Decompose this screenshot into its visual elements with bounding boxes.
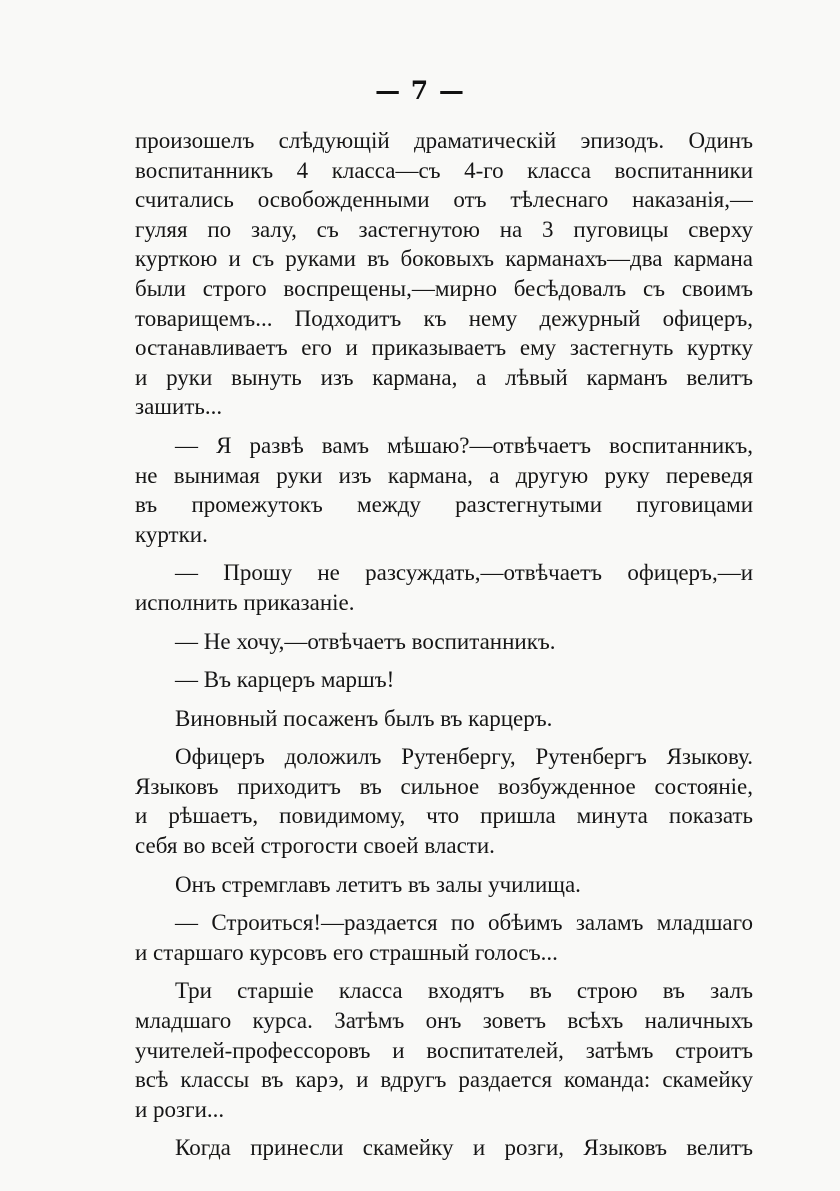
paragraph-gap bbox=[135, 1124, 753, 1133]
text-line: въ промежутокъ между разстегнутыми пуговицами bbox=[135, 492, 753, 518]
text-line: были строго воспрещены,—мирно бесѣдовалъ съ своимъ bbox=[135, 275, 753, 301]
text-line: произошелъ слѣдующій драматическій эпизодъ. Одинъ bbox=[135, 128, 753, 153]
paragraph-gap bbox=[135, 967, 753, 976]
text-line: не вынимая руки изъ кармана, а другую руку переведя bbox=[135, 462, 753, 488]
text-line: себя во всей строгости своей власти. bbox=[135, 833, 495, 859]
text-line: — Въ карцеръ маршъ! bbox=[175, 667, 395, 693]
text-line: — Строиться!—раздается по обѣимъ заламъ младшаго bbox=[175, 910, 753, 936]
text-line: считались освобожденными отъ тѣлеснаго наказанія,— bbox=[135, 187, 753, 213]
text-line: зашить... bbox=[135, 394, 223, 420]
text-line: и рѣшаетъ, повидимому, что пришла минута показать bbox=[135, 803, 753, 829]
paragraph-gap bbox=[135, 549, 753, 558]
text-line: и старшаго курсовъ его страшный голосъ... bbox=[135, 939, 558, 965]
text-line: курткою и съ руками въ боковыхъ карманахъ—два кармана bbox=[135, 246, 753, 272]
page-number: — 7 — bbox=[375, 76, 465, 105]
text-line: Три старшіе класса входятъ въ строю въ залъ bbox=[175, 978, 753, 1004]
paragraph-gap bbox=[135, 861, 753, 870]
body-text bbox=[135, 126, 753, 1163]
text-line: — Я развѣ вамъ мѣшаю?—отвѣчаетъ воспитанникъ, bbox=[175, 432, 753, 458]
text-line: учителей-профессоровъ и воспитателей, затѣмъ строитъ bbox=[135, 1037, 753, 1063]
paragraph-gap bbox=[135, 899, 753, 908]
text-line: всѣ классы въ карэ, и вдругъ раздается команда: скамейку bbox=[135, 1067, 753, 1093]
text-line: останавливаетъ его и приказываетъ ему застегнуть куртку bbox=[135, 335, 753, 361]
text-line: младшаго курса. Затѣмъ онъ зоветъ всѣхъ наличныхъ bbox=[135, 1008, 753, 1034]
text-line: Онъ стремглавъ летитъ въ залы училища. bbox=[175, 871, 581, 897]
text-line: исполнить приказаніе. bbox=[135, 589, 355, 615]
text-line: товарищемъ... Подходитъ къ нему дежурный офицеръ, bbox=[135, 305, 753, 331]
text-line: и руки вынуть изъ кармана, а лѣвый карманъ велитъ bbox=[135, 364, 753, 390]
paragraph-gap bbox=[135, 733, 753, 742]
paragraph-gap bbox=[135, 695, 753, 704]
text-line: и розги... bbox=[135, 1096, 225, 1122]
text-line: Виновный посаженъ былъ въ карцеръ. bbox=[175, 705, 553, 731]
paragraph-gap bbox=[135, 618, 753, 627]
text-line: — Не хочу,—отвѣчаетъ воспитанникъ. bbox=[175, 628, 556, 654]
text-line: воспитанникъ 4 класса—съ 4-го класса воспитанники bbox=[135, 157, 753, 183]
text-line: Офицеръ доложилъ Рутенбергу, Рутенбергъ Языкову. bbox=[175, 744, 753, 770]
paragraph-gap bbox=[135, 656, 753, 665]
paragraph-gap bbox=[135, 422, 753, 431]
text-line: гуляя по залу, съ застегнутою на 3 пуговицы сверху bbox=[135, 216, 753, 242]
text-line: — Прошу не разсуждать,—отвѣчаетъ офицеръ,—и bbox=[175, 560, 753, 586]
text-line: Когда принесли скамейку и розги, Языковъ велитъ bbox=[175, 1135, 753, 1161]
text-line: Языковъ приходитъ въ сильное возбужденное состояніе, bbox=[135, 773, 753, 799]
text-line: куртки. bbox=[135, 521, 208, 547]
